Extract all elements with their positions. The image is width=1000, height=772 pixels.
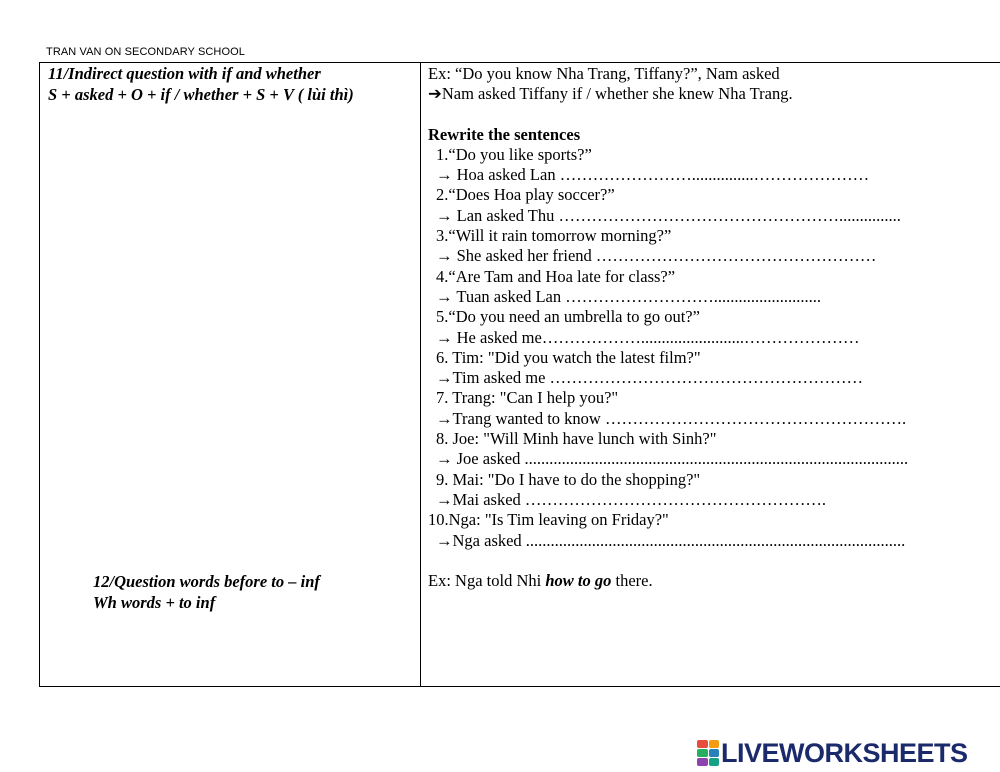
exercise-line: 7. Trang: "Can I help you?" (436, 388, 619, 408)
exercise-line: 2.“Does Hoa play soccer?” (436, 185, 615, 205)
exercise-line: 10.Nga: "Is Tim leaving on Friday?" (428, 510, 669, 530)
left-column-topic-11 (48, 64, 413, 105)
example-2 (428, 571, 998, 591)
right-column (428, 64, 998, 591)
exercise-line: 6. Tim: "Did you watch the latest film?" (436, 347, 701, 367)
example-2-prefix: Ex: Nga told Nhi (428, 570, 546, 590)
exercise-answer-line[interactable]: → He asked me……………….........................………………… (436, 327, 860, 347)
worksheet-table (39, 62, 1000, 687)
topic-11-title: 11/Indirect question with if and whether (48, 64, 321, 83)
exercise-line: 8. Joe: "Will Minh have lunch with Sinh?" (436, 429, 717, 449)
topic-12-title: 12/Question words before to – inf (93, 572, 320, 591)
logo-text: LIVEWORKSHEETS (721, 737, 968, 768)
exercise-answer-line[interactable]: → Lan asked Thu ……………………………………………............... (436, 205, 901, 225)
left-column-topic-12 (93, 572, 413, 613)
example-1-question: Ex: “Do you know Nha Trang, Tiffany?”, Nam asked (428, 64, 780, 83)
exercise-answer-line[interactable]: →Mai asked ………………………………………………. (436, 489, 827, 509)
exercise-line: 3.“Will it rain tomorrow morning?” (436, 226, 672, 246)
exercise-answer-line[interactable]: →Tim asked me ………………………………………………… (436, 368, 864, 388)
example-2-emphasis: how to go (545, 570, 612, 590)
example-2-suffix: there. (611, 570, 653, 590)
exercise-answer-line[interactable]: → Joe asked ............................................................................................. (436, 449, 909, 469)
exercise-line: 9. Mai: "Do I have to do the shopping?" (436, 469, 701, 489)
liveworksheets-logo (697, 738, 968, 768)
spacer (428, 105, 998, 125)
logo-blocks-icon (697, 740, 719, 766)
example-1-answer: ➔Nam asked Tiffany if / whether she knew Nha Trang. (428, 84, 793, 104)
exercise-line: 5.“Do you need an umbrella to go out?” (436, 307, 700, 327)
exercise-answer-line[interactable]: → She asked her friend …………………………………………… (436, 246, 877, 266)
exercise-answer-line[interactable]: →Trang wanted to know ………………………………………………. (436, 408, 907, 428)
school-name: TRAN VAN ON SECONDARY SCHOOL (46, 46, 246, 58)
column-divider (420, 63, 421, 686)
topic-11-formula: S + asked + O + if / whether + S + V ( lùi thì) (48, 84, 354, 104)
spacer (428, 551, 998, 571)
exercise-line: 1.“Do you like sports?” (436, 144, 592, 164)
rewrite-title: Rewrite the sentences (428, 124, 581, 144)
exercise-answer-line[interactable]: → Hoa asked Lan ……………………...............………………… (436, 165, 870, 185)
exercise-answer-line[interactable]: →Nga asked ............................................................................................ (436, 530, 906, 550)
exercise-answer-line[interactable]: → Tuan asked Lan ……………………….......................... (436, 286, 821, 306)
topic-12-formula: Wh words + to inf (93, 592, 216, 612)
exercise-line: 4.“Are Tam and Hoa late for class?” (436, 266, 676, 286)
